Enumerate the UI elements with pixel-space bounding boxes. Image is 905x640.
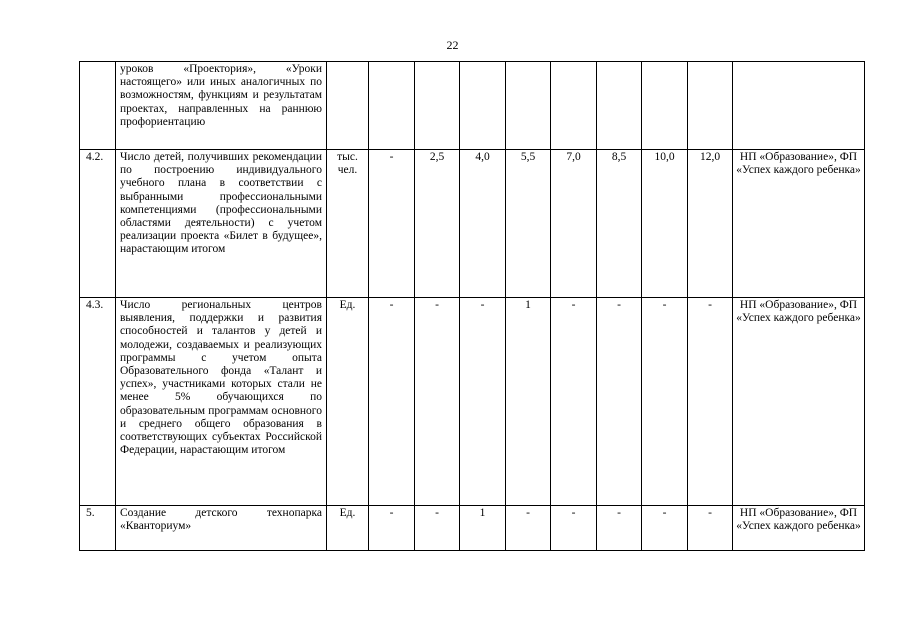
row-value: - [642, 298, 688, 506]
row-value: 1 [506, 298, 551, 506]
table-row [80, 506, 865, 551]
row-source: НП «Образование», ФП «Успех каждого ребенка» [733, 298, 865, 506]
row-value: 10,0 [642, 150, 688, 298]
row-value: - [506, 506, 551, 551]
row-value: - [688, 506, 733, 551]
table-row [80, 298, 865, 506]
row-source [733, 62, 865, 150]
row-description: уроков «Проектория», «Уроки настоящего» или иных аналогичных по возможностям, функциям и результатам проектах, направленных на раннюю профориентацию [116, 62, 327, 150]
row-value: - [551, 506, 597, 551]
row-value: - [369, 150, 415, 298]
row-value: - [369, 506, 415, 551]
row-value [415, 62, 460, 150]
row-source: НП «Образование», ФП «Успех каждого ребенка» [733, 506, 865, 551]
row-value: - [415, 298, 460, 506]
row-unit [327, 62, 369, 150]
row-value: - [597, 298, 642, 506]
row-description: Число детей, получивших рекомендации по построению индивидуального учебного плана в соответствии с выбранными профессиональными компетенциями (профессиональными областями деятельности) с учетом реализации проекта «Билет в будущее», нарастающим итогом [116, 150, 327, 298]
row-unit: Ед. [327, 506, 369, 551]
row-value: 2,5 [415, 150, 460, 298]
row-value: 1 [460, 506, 506, 551]
row-value [460, 62, 506, 150]
row-value: - [642, 506, 688, 551]
table-row [80, 62, 865, 150]
row-value [551, 62, 597, 150]
row-value [369, 62, 415, 150]
row-unit: Ед. [327, 298, 369, 506]
row-description: Число региональных центров выявления, поддержки и развития способностей и талантов у детей и молодежи, создаваемых и реализующих программы с учетом опыта Образовательного фонда «Талант и успех», участниками которых стали не менее 5% обучающихся по образовательным программам основного и среднего общего образования в соответствующих субъектах Российской Федерации, нарастающим итогом [116, 298, 327, 506]
row-value: - [597, 506, 642, 551]
row-value [506, 62, 551, 150]
row-source: НП «Образование», ФП «Успех каждого ребенка» [733, 150, 865, 298]
row-value: 12,0 [688, 150, 733, 298]
row-number: 4.3. [80, 298, 116, 506]
row-value: 5,5 [506, 150, 551, 298]
row-value: 7,0 [551, 150, 597, 298]
row-number: 5. [80, 506, 116, 551]
table-row [80, 150, 865, 298]
row-value [688, 62, 733, 150]
row-value: - [688, 298, 733, 506]
page-number: 22 [446, 38, 459, 52]
row-value: - [551, 298, 597, 506]
row-value [642, 62, 688, 150]
indicators-table [79, 61, 865, 551]
row-number [80, 62, 116, 150]
row-value: - [460, 298, 506, 506]
row-description: Создание детского технопарка «Кванториум» [116, 506, 327, 551]
row-value: 4,0 [460, 150, 506, 298]
row-unit: тыс. чел. [327, 150, 369, 298]
row-value: - [415, 506, 460, 551]
row-value: 8,5 [597, 150, 642, 298]
row-value: - [369, 298, 415, 506]
row-number: 4.2. [80, 150, 116, 298]
row-value [597, 62, 642, 150]
